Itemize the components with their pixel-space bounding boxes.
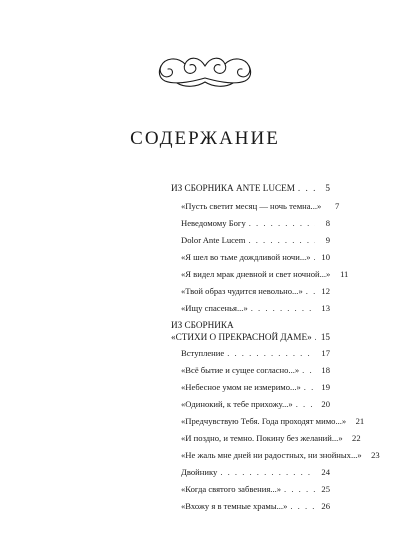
toc-entry-title: ИЗ СБОРНИКА ANTE LUCEM	[171, 183, 295, 193]
toc-entry-title: «Вхожу я в темные храмы...»	[181, 501, 288, 511]
toc-entry-title: «Я видел мрак дневной и свет ночной...»	[181, 269, 331, 279]
toc-entry[interactable]	[181, 484, 330, 495]
toc-entry[interactable]	[181, 501, 330, 512]
toc-entry-title: «Предчувствую Тебя. Года проходят мимо...»	[181, 416, 347, 426]
toc-entry-title: «Одинокий, к тебе прихожу...»	[181, 399, 293, 409]
dot-leader	[306, 286, 315, 297]
toc-entry-title: Вступление	[181, 348, 225, 358]
toc-page-number: 26	[321, 501, 330, 511]
toc-page-number: 23	[371, 450, 380, 460]
toc-entry-title: Dolor Ante Lucem	[181, 235, 246, 245]
toc-entry-title: Двойнику	[181, 467, 218, 477]
toc-entry-title: «Когда святого забвения...»	[181, 484, 282, 494]
toc-page-number: 25	[321, 484, 330, 494]
toc-entry[interactable]	[181, 201, 340, 212]
dot-leader	[302, 365, 315, 376]
toc-entry[interactable]	[181, 269, 349, 280]
toc-section-heading[interactable]	[171, 183, 330, 194]
toc-page-number: 7	[335, 201, 340, 211]
toc-entry-title: «И поздно, и темно. Покину без желаний...»	[181, 433, 343, 443]
toc-page-number: 20	[321, 399, 330, 409]
toc-page-number: 18	[321, 365, 330, 375]
dot-leader	[298, 183, 315, 194]
dot-leader	[284, 484, 315, 495]
dot-leader	[249, 218, 315, 229]
toc-entry[interactable]	[181, 416, 365, 427]
dot-leader	[227, 348, 315, 359]
toc-page-number: 11	[340, 269, 349, 279]
toc-entry[interactable]	[181, 218, 330, 229]
toc-page-number: 8	[325, 218, 330, 228]
toc-entry[interactable]	[181, 399, 330, 410]
dot-leader	[251, 303, 315, 314]
toc-entry-title: «Я шел во тьме дождливой ночи...»	[181, 252, 311, 262]
toc-entry[interactable]	[181, 303, 330, 314]
toc-entry-title: «Твой образ чудится невольно...»	[181, 286, 303, 296]
dot-leader	[304, 382, 315, 393]
dot-leader	[296, 399, 315, 410]
dot-leader	[220, 467, 315, 478]
toc-entry[interactable]	[181, 286, 330, 297]
toc-entry-title: «Небесное умом не измеримо...»	[181, 382, 301, 392]
dot-leader	[248, 235, 315, 246]
toc-page-number: 13	[321, 303, 330, 313]
toc-entry[interactable]	[181, 450, 380, 461]
toc-page-number: 19	[321, 382, 330, 392]
toc-page-number: 24	[321, 467, 330, 477]
toc-page-number: 21	[355, 416, 365, 426]
toc-entry-title: «СТИХИ О ПРЕКРАСНОЙ ДАМЕ»	[171, 332, 312, 342]
toc-page-number: 12	[321, 286, 330, 296]
toc-entry[interactable]	[181, 433, 361, 444]
toc-entry-title: «Ищу спасенья...»	[181, 303, 248, 313]
toc-entry-title: «Не жаль мне дней ни радостных, ни знойных...»	[181, 450, 362, 460]
toc-entry[interactable]	[181, 348, 330, 359]
toc-entry[interactable]	[181, 365, 330, 376]
flourish-ornament-icon	[155, 52, 255, 92]
toc-entry-title: «Пусть светит месяц — ночь темна...»	[181, 201, 322, 211]
toc-entry[interactable]	[181, 252, 330, 263]
toc-entry-title: «Всё бытие и сущее согласно...»	[181, 365, 300, 375]
toc-page-number: 15	[320, 332, 330, 342]
toc-page-number: 9	[325, 235, 330, 245]
toc-page-number: 10	[321, 252, 330, 262]
toc-entry-title: Неведомому Богу	[181, 218, 246, 228]
toc-section-heading[interactable]	[171, 332, 330, 343]
dot-leader	[290, 501, 315, 512]
toc-entry[interactable]	[181, 382, 330, 393]
toc-page-number: 5	[325, 183, 330, 193]
toc-page-number: 22	[352, 433, 361, 443]
dot-leader	[314, 252, 315, 263]
toc-section-heading-line: ИЗ СБОРНИКА	[171, 320, 234, 330]
toc-entry[interactable]	[181, 467, 330, 478]
toc-entry[interactable]	[181, 235, 330, 246]
toc-page-number: 17	[321, 348, 330, 358]
page-title: СОДЕРЖАНИЕ	[130, 128, 280, 149]
